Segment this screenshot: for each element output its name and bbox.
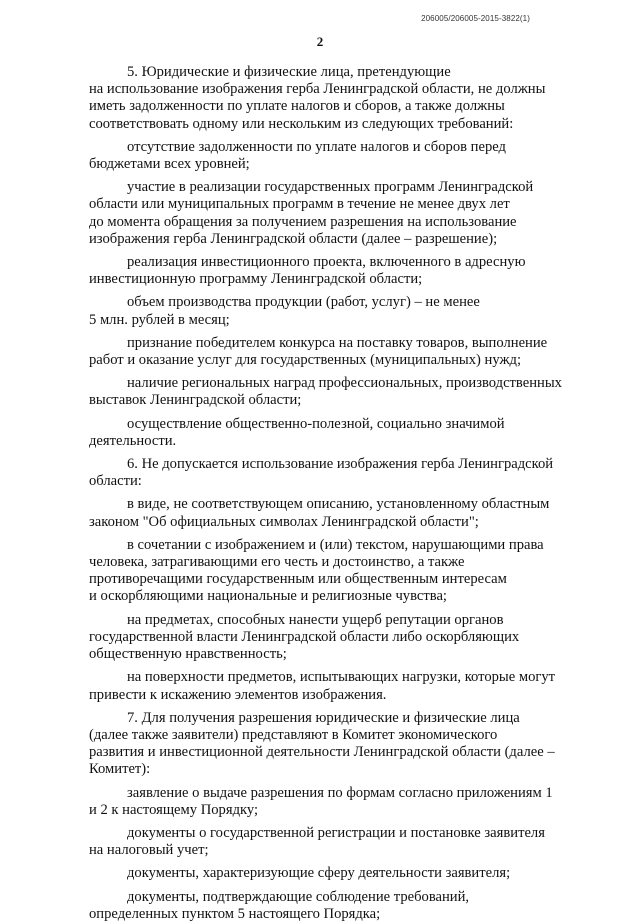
requirement-tender-winner: признание победителем конкурса на поставку товаров, выполнение работ и оказание услуг для государственных (муниципальных) нужд; — [89, 334, 548, 369]
requirement-regional-awards: наличие региональных наград профессиональных, производственных выставок Ленинградской области; — [89, 375, 562, 409]
prohibition-reputation-damage: на предметах, способных нанести ущерб репутации органов государственной власти Ленинградской области либо оскорбляющих общественную нравственность; — [89, 611, 520, 663]
paragraph-7-intro: 7. Для получения разрешения юридические и физические лица (далее также заявители) представляют в Комитет экономического развития и инвестиционной деятельности Ленинградской области (далее – Комитет): — [89, 709, 555, 778]
requirement-public-activity: осуществление общественно-полезной, социально значимой деятельности. — [89, 415, 505, 449]
prohibition-rights-violation: в сочетании с изображением и (или) текстом, нарушающими права человека, затрагивающими его честь и достоинство, а также противоречащими государственным или общественным интересам и оскорбляющими национальные и религиозные чувства; — [89, 536, 544, 605]
requirement-investment-project: реализация инвестиционного проекта, включенного в адресную инвестиционную программу Ленинградской области; — [89, 254, 526, 288]
paragraph-5-intro: 5. Юридические и физические лица, претендующие на использование изображения герба Ленинградской области, не должны иметь задолженности по уплате налогов и сборов, а также должны соответствовать одному или нескольким из следующих требований: — [89, 64, 546, 132]
document-activity-sphere: документы, характеризующие сферу деятельности заявителя; — [127, 865, 511, 882]
prohibition-description-mismatch: в виде, не соответствующем описанию, установленному областным законом "Об официальных символах Ленинградской области"; — [89, 496, 550, 530]
document-body — [89, 64, 577, 923]
document-registration: документы о государственной регистрации и постановке заявителя на налоговый учет; — [89, 824, 545, 859]
page-number: 2 — [316, 34, 324, 49]
document-compliance: документы, подтверждающие соблюдение требований, определенных пунктом 5 настоящего Порядка; — [89, 888, 470, 922]
requirement-no-debt: отсутствие задолженности по уплате налогов и сборов перед бюджетами всех уровней; — [89, 138, 506, 173]
document-application: заявление о выдаче разрешения по формам согласно приложениям 1 и 2 к настоящему Порядку; — [89, 784, 553, 818]
paragraph-6-intro: 6. Не допускается использование изображения герба Ленинградской области: — [89, 456, 554, 490]
prohibition-loaded-surfaces: на поверхности предметов, испытывающих нагрузки, которые могут привести к искажению элементов изображения. — [89, 669, 556, 703]
requirement-program-participation: участие в реализации государственных программ Ленинградской области или муниципальных программ в течение не менее двух лет до момента обращения за получением разрешения на использование изображения герба Ленинградской области (далее – разрешение); — [89, 179, 534, 247]
document-id: 206005/206005-2015-3822(1) — [421, 14, 530, 23]
requirement-production-volume: объем производства продукции (работ, услуг) – не менее 5 млн. рублей в месяц; — [89, 294, 480, 328]
